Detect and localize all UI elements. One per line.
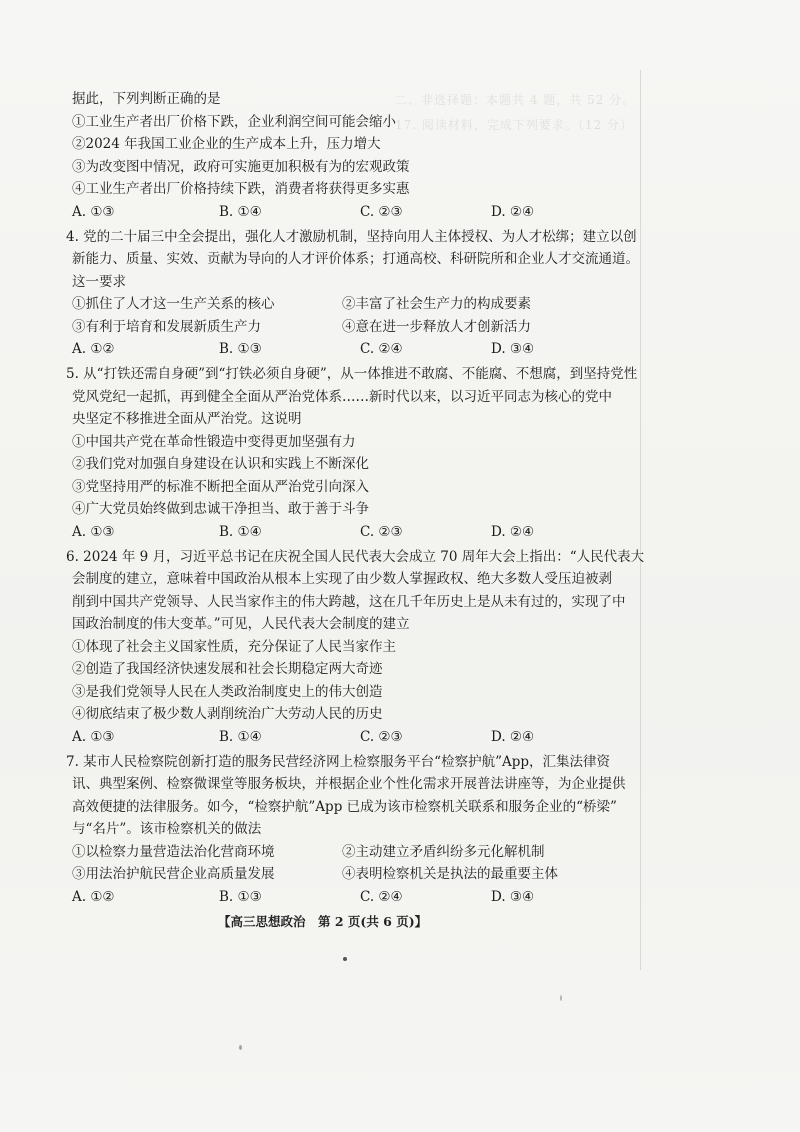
question-3	[72, 88, 632, 224]
q7-option-4: ④表明检察机关是执法的最重要主体	[342, 866, 558, 882]
q6-option-2: ②创造了我国经济快速发展和社会长期稳定两大奇迹	[72, 661, 383, 677]
q4-option-1: ①抓住了人才这一生产关系的核心	[72, 296, 275, 312]
q6-option-4: ④彻底结束了极少数人剥削统治广大劳动人民的历史	[72, 706, 383, 722]
q3-lead: 据此，下列判断正确的是	[72, 91, 221, 107]
q4-stem-line-2: 新能力、质量、实效、贡献为导向的人才评价体系；打通高校、科研院所和企业人才交流通道。	[72, 251, 639, 267]
q7-option-3: ③用法治护航民营企业高质量发展	[72, 866, 275, 882]
q4-answer-choices	[72, 338, 632, 361]
q6-answer-b: B. ①④	[219, 728, 262, 745]
scan-speck	[343, 957, 347, 961]
q6-option-3: ③是我们党领导人民在人类政治制度史上的伟大创造	[72, 683, 383, 700]
q4-stem-line-1: 4. 党的二十届三中全会提出，强化人才激励机制，坚持向用人主体授权、为人才松绑；建立以创	[66, 228, 637, 245]
q5-answer-d: D. ②④	[491, 523, 535, 540]
q4-option-4: ④意在进一步释放人才创新活力	[342, 318, 531, 335]
q6-answer-choices	[72, 726, 632, 749]
q7-options-row-1	[72, 841, 632, 864]
q6-option-1: ①体现了社会主义国家性质，充分保证了人民当家作主	[72, 638, 396, 655]
q5-answer-b: B. ①④	[219, 523, 262, 540]
q3-answer-d: D. ②④	[491, 203, 535, 220]
q4-answer-d: D. ③④	[491, 341, 535, 357]
question-6	[66, 546, 645, 749]
q3-answer-choices	[72, 201, 632, 224]
q7-answer-b: B. ①③	[219, 888, 262, 905]
q6-stem-line-2: 会制度的建立，意味着中国政治从根本上实现了由少数人掌握政权、绝大多数人受压迫被剥	[72, 571, 612, 587]
q7-stem-line-1: 7. 某市人民检察院创新打造的服务民营经济网上检察服务平台“检察护航”App，汇集法律资	[66, 753, 611, 770]
q6-stem-line-1: 6. 2024 年 9 月，习近平总书记在庆祝全国人民代表大会成立 70 周年大会上指出：“人民代表大	[66, 548, 645, 565]
q7-stem-line-4: 与“名片”。该市检察机关的做法	[72, 821, 262, 837]
q3-option-1: ①工业生产者出厂价格下跌，企业利润空间可能会缩小	[72, 113, 396, 130]
q6-answer-d: D. ②④	[491, 728, 535, 745]
q5-stem-line-3: 央坚定不移推进全面从严治党。这说明	[72, 411, 302, 427]
q4-options-row-2	[72, 316, 632, 339]
q7-answer-c: C. ②④	[360, 888, 403, 905]
q7-answer-choices	[72, 886, 632, 909]
page-footer: 【高三思想政治 第 2 页(共 6 页)】	[218, 914, 428, 929]
q5-option-3: ③党坚持用严的标准不断把全面从严治党引向深入	[72, 478, 369, 495]
q7-answer-a: A. ①②	[72, 888, 115, 905]
q4-stem-line-3: 这一要求	[72, 273, 126, 290]
q3-option-4: ④工业生产者出厂价格持续下跌，消费者将获得更多实惠	[72, 181, 410, 197]
q6-answer-c: C. ②③	[360, 728, 403, 745]
q3-answer-a: A. ①③	[72, 203, 115, 220]
q4-option-2: ②丰富了社会生产力的构成要素	[342, 296, 531, 312]
q5-stem-line-2: 党风党纪一起抓，再到健全全面从严治党体系……新时代以来，以习近平同志为核心的党中	[72, 388, 612, 405]
question-5	[66, 363, 638, 544]
q4-answer-c: C. ②④	[360, 341, 403, 357]
q4-option-3: ③有利于培育和发展新质生产力	[72, 318, 261, 335]
q6-answer-a: A. ①③	[72, 728, 115, 745]
q5-answer-choices	[72, 521, 632, 544]
q5-stem-line-1: 5. 从“打铁还需自身硬”到“打铁必须自身硬”，从一体推进不敢腐、不能腐、不想腐，到坚持党性	[66, 366, 638, 382]
q7-answer-d: D. ③④	[491, 888, 535, 905]
q5-option-2: ②我们党对加强自身建设在认识和实践上不断深化	[72, 456, 369, 472]
q6-stem-line-3: 削到中国共产党领导、人民当家作主的伟大跨越，这在几千年历史上是从未有过的，实现了中	[72, 593, 626, 610]
q3-option-2: ②2024 年我国工业企业的生产成本上升，压力增大	[72, 136, 381, 152]
q5-answer-c: C. ②③	[360, 523, 403, 540]
scan-speck	[560, 995, 562, 1001]
q3-option-3: ③为改变图中情况，政府可实施更加积极有为的宏观政策	[72, 158, 410, 175]
q7-stem-line-3: 高效便捷的法律服务。如今，“检察护航”App 已成为该市检察机关联系和服务企业的“桥梁”	[72, 798, 617, 815]
question-4	[66, 226, 639, 362]
q7-option-1: ①以检察力量营造法治化营商环境	[72, 843, 275, 860]
q7-stem-line-2: 讯、典型案例、检察微课堂等服务板块，并根据企业个性化需求开展普法讲座等，为企业提供	[72, 776, 626, 792]
q5-option-1: ①中国共产党在革命性锻造中变得更加坚强有力	[72, 433, 356, 450]
q4-answer-b: B. ①③	[219, 341, 262, 357]
q5-option-4: ④广大党员始终做到忠诚干净担当、敢于善于斗争	[72, 501, 369, 517]
q6-stem-line-4: 国政治制度的伟大变革。”可见，人民代表大会制度的建立	[72, 616, 410, 632]
q3-answer-b: B. ①④	[219, 203, 262, 220]
q3-answer-c: C. ②③	[360, 203, 403, 220]
q4-answer-a: A. ①②	[72, 341, 115, 357]
q7-option-2: ②主动建立矛盾纠纷多元化解机制	[342, 843, 545, 860]
question-7	[66, 751, 632, 909]
q4-options-row-1	[72, 293, 632, 316]
q5-answer-a: A. ①③	[72, 523, 115, 540]
bleed-through-text: 二、非选择题：本题共 4 题，共 52 分。 17. 阅读材料，完成下列要求。（12 分）	[395, 93, 636, 132]
question-area	[66, 88, 645, 911]
scan-speck	[239, 1045, 242, 1050]
q7-options-row-2	[72, 863, 632, 886]
